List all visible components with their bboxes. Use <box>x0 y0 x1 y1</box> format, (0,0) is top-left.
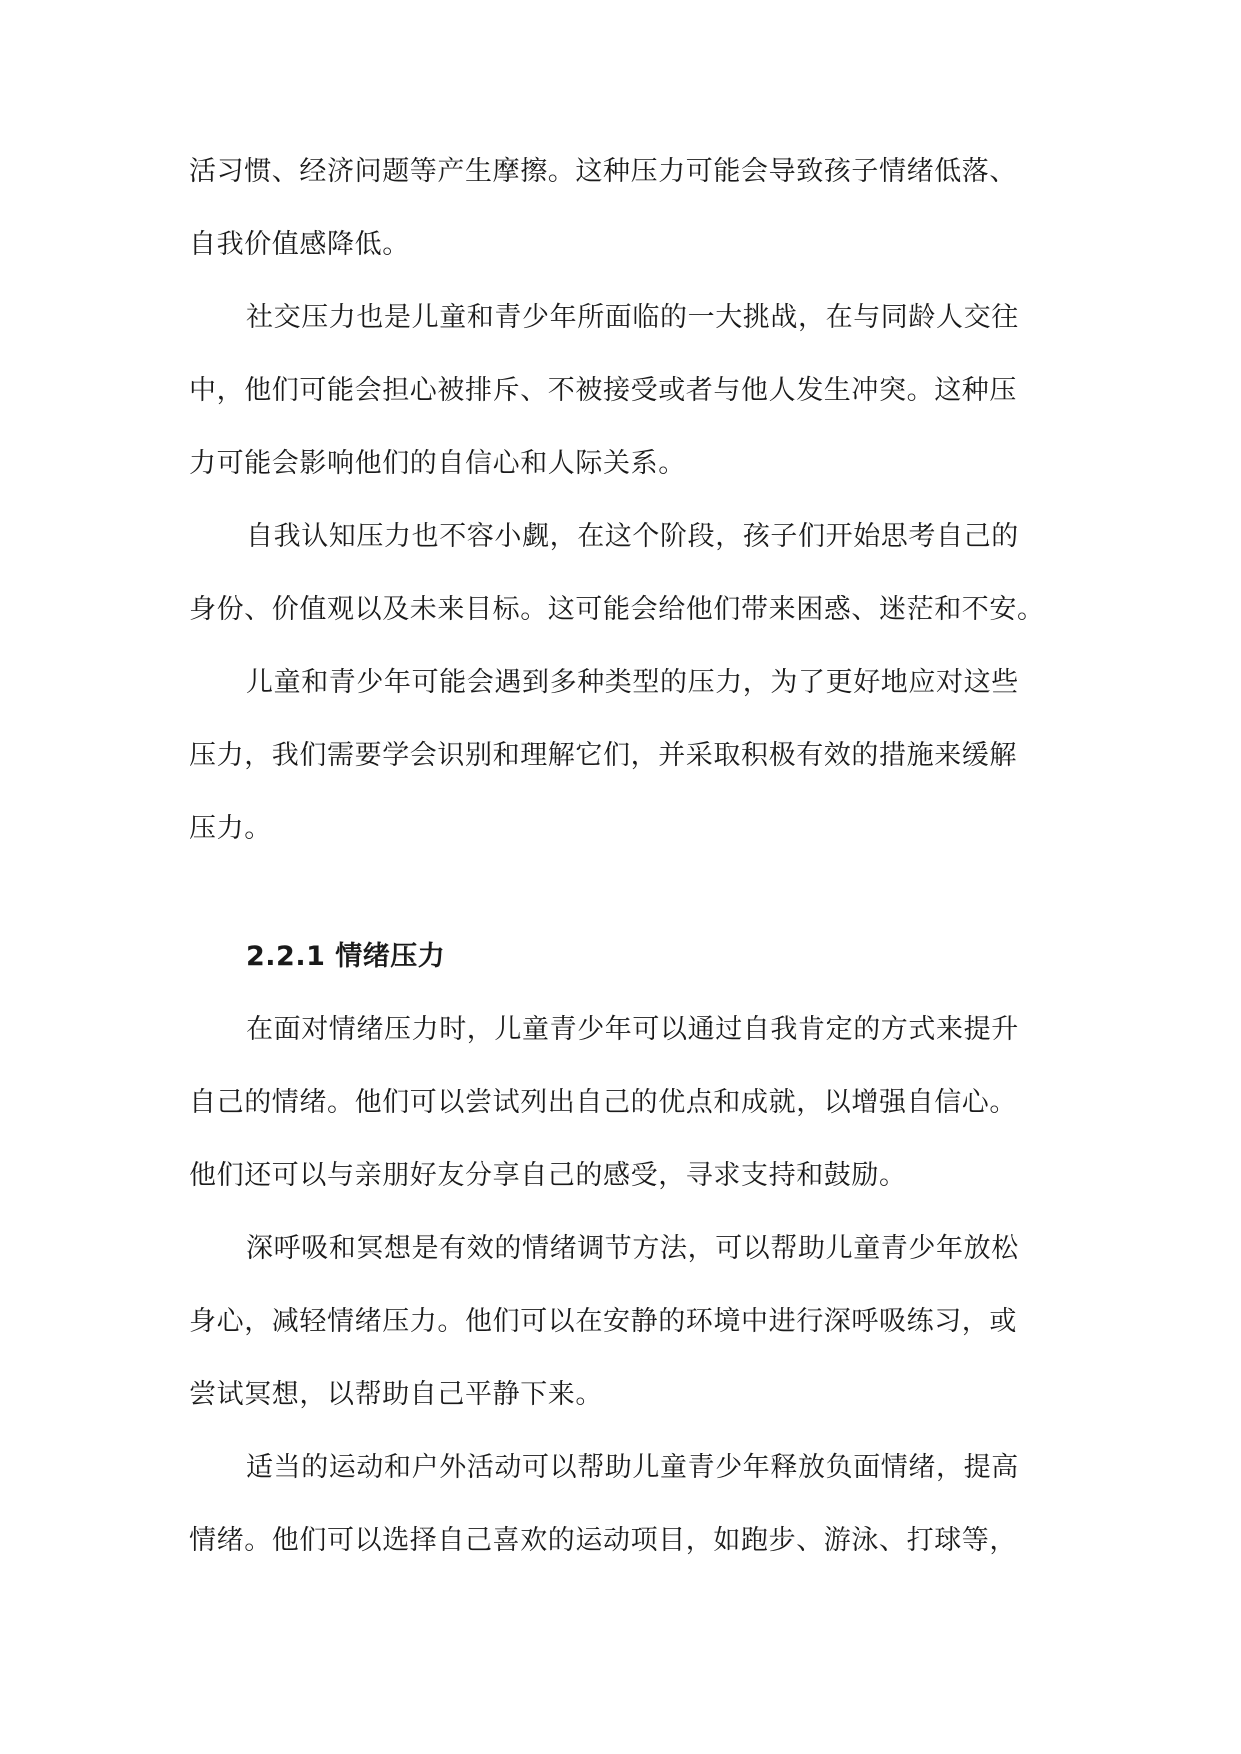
paragraph-first-line: 自我认知压力也不容小觑，在这个阶段，孩子们开始思考自己的 <box>246 521 1019 552</box>
paragraph-first-line: 社交压力也是儿童和青少年所面临的一大挑战，在与同龄人交往 <box>246 302 1019 333</box>
paragraph-first-line: 在面对情绪压力时，儿童青少年可以通过自我肯定的方式来提升 <box>246 1014 1019 1045</box>
text-line: 压力，我们需要学会识别和理解它们，并采取积极有效的措施来缓解 <box>189 740 1017 771</box>
text-line: 他们还可以与亲朋好友分享自己的感受，寻求支持和鼓励。 <box>189 1160 907 1191</box>
paragraph-first-line: 深呼吸和冥想是有效的情绪调节方法，可以帮助儿童青少年放松 <box>246 1233 1019 1264</box>
text-line: 活习惯、经济问题等产生摩擦。这种压力可能会导致孩子情绪低落、 <box>189 156 1017 187</box>
text-line: 自我价值感降低。 <box>189 229 410 260</box>
text-line: 身心，减轻情绪压力。他们可以在安静的环境中进行深呼吸练习，或 <box>189 1306 1017 1337</box>
paragraph-first-line: 儿童和青少年可能会遇到多种类型的压力，为了更好地应对这些 <box>246 667 1019 698</box>
text-line: 中，他们可能会担心被排斥、不被接受或者与他人发生冲突。这种压 <box>189 375 1017 406</box>
paragraph-first-line: 适当的运动和户外活动可以帮助儿童青少年释放负面情绪，提高 <box>246 1452 1019 1483</box>
text-line: 尝试冥想，以帮助自己平静下来。 <box>189 1379 603 1410</box>
text-line: 身份、价值观以及未来目标。这可能会给他们带来困惑、迷茫和不安。 <box>189 594 1045 625</box>
text-line: 力可能会影响他们的自信心和人际关系。 <box>189 448 686 479</box>
text-line: 情绪。他们可以选择自己喜欢的运动项目，如跑步、游泳、打球等， <box>189 1525 1017 1556</box>
text-line: 自己的情绪。他们可以尝试列出自己的优点和成就，以增强自信心。 <box>189 1087 1017 1118</box>
section-heading: 2.2.1 情绪压力 <box>246 941 446 972</box>
text-line: 压力。 <box>189 813 272 844</box>
